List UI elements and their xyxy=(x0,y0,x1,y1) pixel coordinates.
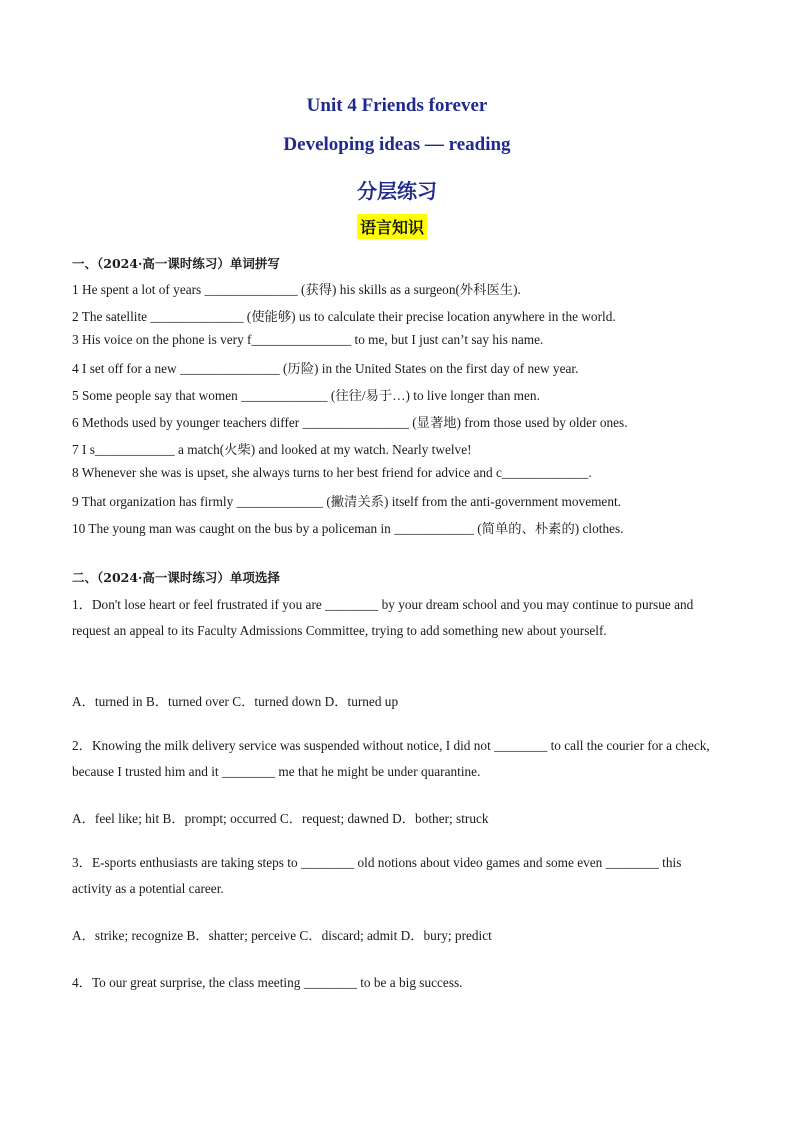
practice-heading: 分层练习 xyxy=(357,179,437,203)
section2-title: 二、（2024·高一课时练习）单项选择 xyxy=(72,570,280,585)
question-2-stem: 2．Knowing the milk delivery service was suspended without notice, I did not ________ to call the courier for a check, because I trusted him and it ________ me that he might be under quarantine. xyxy=(72,738,710,779)
question-1-options: A．turned in B．turned over C．turned down D．turned up xyxy=(72,694,399,709)
spelling-item: 8 Whenever she was is upset, she always turns to her best friend for advice and c_____________. xyxy=(72,465,592,480)
question-1-stem: 1．Don't lose heart or feel frustrated if you are ________ by your dream school and you may continue to pursue and request an appeal to its Faculty Admissions Committee, trying to add something new about yourself. xyxy=(72,597,694,638)
spelling-item: 2 The satellite ______________ (使能够) us to calculate their precise location anywhere in the world. xyxy=(72,309,616,324)
spelling-item: 3 His voice on the phone is very f_______________ to me, but I just can’t say his name. xyxy=(72,332,544,347)
spelling-item: 1 He spent a lot of years ______________ (获得) his skills as a surgeon(外科医生). xyxy=(72,282,521,297)
question-4-stem: 4．To our great surprise, the class meeting ________ to be a big success. xyxy=(72,975,463,990)
spelling-item: 7 I s____________ a match(火柴) and looked at my watch. Nearly twelve! xyxy=(72,442,472,457)
question-2-options: A．feel like; hit B．prompt; occurred C．request; dawned D．bother; struck xyxy=(72,811,489,826)
spelling-item: 5 Some people say that women _____________ (往往/易于…) to live longer than men. xyxy=(72,388,540,403)
spelling-item: 4 I set off for a new _______________ (历险) in the United States on the first day of new year. xyxy=(72,361,579,376)
question-3-stem: 3．E-sports enthusiasts are taking steps to ________ old notions about video games and some even ________ this activity as a potential career. xyxy=(72,855,682,896)
spelling-item: 9 That organization has firmly _____________ (撇清关系) itself from the anti-government movement. xyxy=(72,494,622,509)
unit-title: Unit 4 Friends forever xyxy=(306,95,488,116)
spelling-item: 6 Methods used by younger teachers differ ________________ (显著地) from those used by older ones. xyxy=(72,415,628,430)
spelling-item: 10 The young man was caught on the bus by a policeman in ____________ (简单的、朴素的) clothes. xyxy=(72,521,624,536)
lesson-subtitle: Developing ideas — reading xyxy=(283,134,511,155)
language-knowledge-badge: 语言知识 xyxy=(357,214,427,239)
question-3-options: A．strike; recognize B．shatter; perceive C．discard; admit D．bury; predict xyxy=(72,928,492,943)
section1-title: 一、（2024·高一课时练习）单词拼写 xyxy=(72,256,280,271)
